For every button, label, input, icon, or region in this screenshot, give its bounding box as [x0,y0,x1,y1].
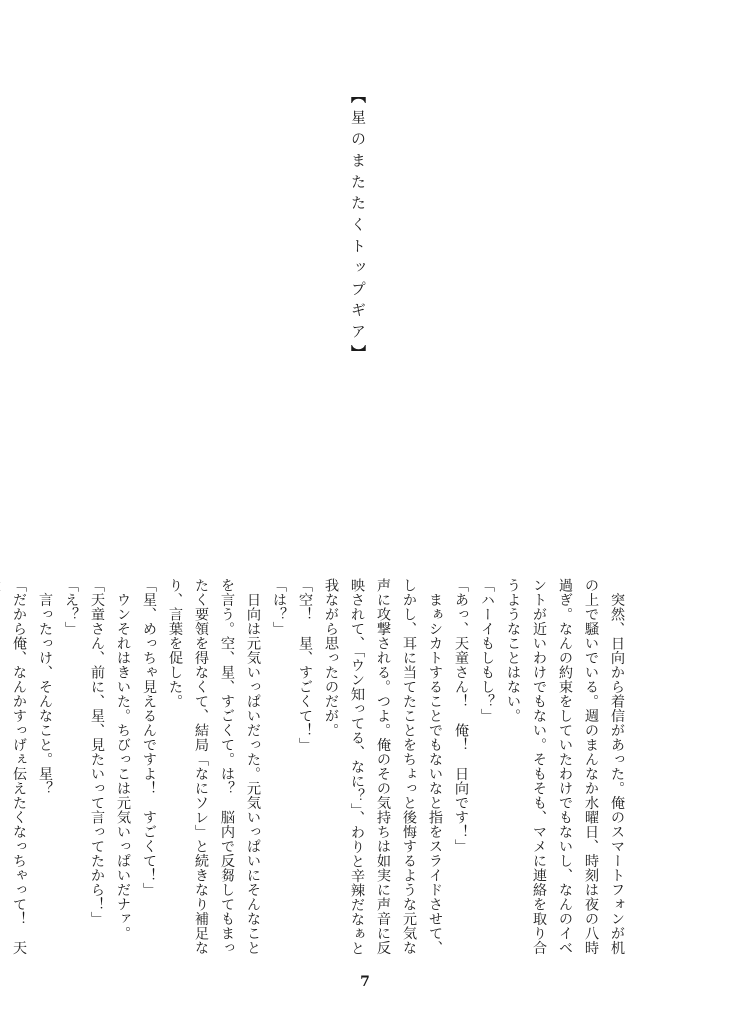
paragraph: 「あっ、天童さん！ 俺！ 日向です！」 [453,578,469,854]
paragraph: 「だから俺、なんかすっげぇ伝えたくなっちゃって！ 天 [11,578,27,955]
paragraph: 「空！ 星、すごくて！」 [297,578,313,752]
paragraph: 「星、めっちゃ見えるんですよ！ すごくて！」 [141,578,157,897]
title-open-bracket: 【 [349,88,367,110]
paragraph: 日向は元気いっぱいだった。元気いっぱいにそんなことを言う。空、星、すごくて。は？ 脳内で反芻してもまったく要領を得なくて、結局「なにソレ」と続きなり補足なり、言葉を促した。 [167,578,261,955]
paragraph: ウンそれはきいた。ちびっこは元気いっぱいだナァ。 [115,578,131,941]
paragraph: まぁシカトすることでもないなと指をスライドさせて、しかし、耳に当てたことをちょっと後悔するような元気な声に攻撃される。つよ。俺のその気持ちは如実に声音に反映されて、「ウン知ってる、なに？」、わりと辛辣だなぁと我ながら思ったのだが。 [323,578,443,956]
paragraph: 「ハーイもしもし？」 [479,578,495,723]
chapter-title [343,88,373,367]
title-text: 星のまたたくトップギア [349,109,367,345]
paragraph: 言ったっけ、そんなこと。星？ [37,578,53,796]
page-number: 7 [360,974,370,990]
paragraph: 「天童さん、前に、星、見たいって言ってたから！」 [89,578,105,926]
title-close-bracket: 】 [349,344,367,367]
body-text [11,578,630,958]
paragraph: 突然、日向から着信があった。俺のスマートフォンが机の上で騒いでいる。週のまんなか水曜日、時刻は夜の八時過ぎ。なんの約束をしていたわけでもないし、なんのイベントが近いわけでもない。そもそも、マメに連絡を取り合うようなことはない。 [505,578,625,955]
paragraph: 「は？」 [271,578,287,636]
paragraph: 「え？」 [63,578,79,636]
